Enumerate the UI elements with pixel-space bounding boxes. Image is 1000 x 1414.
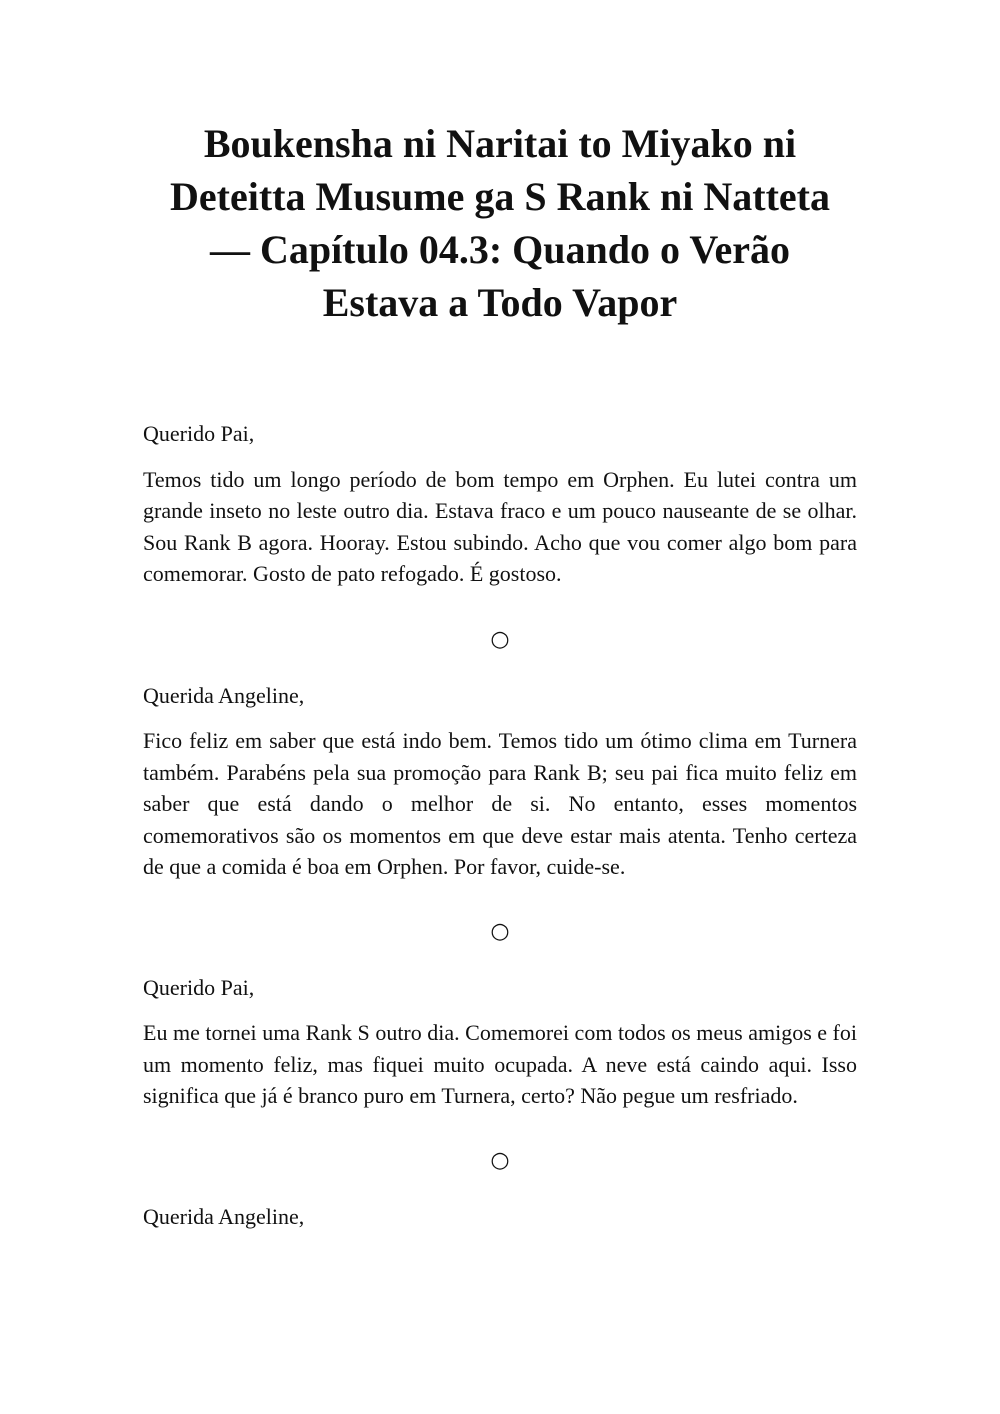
letters-content	[143, 418, 857, 1246]
letter-2-body: Fico feliz em saber que está indo bem. Temos tido um ótimo clima em Turnera também. Parabéns pela sua promoção para Rank B; seu pai fica muito feliz em saber que está dando o melhor de si. No entanto, esses momentos comemorativos são os momentos em que deve estar mais atenta. Tenho certeza de que a comida é boa em Orphen. Por favor, cuide-se.	[143, 728, 857, 879]
letter-3-salutation: Querido Pai,	[143, 974, 255, 1000]
section-separator: ○	[490, 1147, 510, 1173]
title-line-3: — Capítulo 04.3: Quando o Verão	[209, 227, 791, 272]
letter-4-salutation: Querida Angeline,	[143, 1203, 305, 1229]
title-line-1: Boukensha ni Naritai to Miyako ni	[203, 121, 797, 166]
title-line-2: Deteitta Musume ga S Rank ni Natteta	[170, 174, 830, 219]
section-separator: ○	[490, 626, 510, 652]
letter-1-salutation: Querido Pai,	[143, 421, 255, 446]
section-separator: ○	[490, 918, 510, 944]
title-line-4: Estava a Todo Vapor	[322, 280, 678, 325]
letter-1-body: Temos tido um longo período de bom tempo em Orphen. Eu lutei contra um grande inseto no leste outro dia. Estava fraco e um pouco nauseante de se olhar. Sou Rank B agora. Hooray. Estou subindo. Acho que vou comer algo bom para comemorar. Gosto de pato refogado. É gostoso.	[143, 466, 857, 586]
letter-2-salutation: Querida Angeline,	[143, 682, 305, 708]
letter-3-body: Eu me tornei uma Rank S outro dia. Comemorei com todos os meus amigos e foi um momento feliz, mas fiquei muito ocupada. A neve está caindo aqui. Isso significa que já é branco puro em Turnera, certo? Não pegue um resfriado.	[143, 1020, 857, 1108]
page-title	[120, 117, 880, 329]
